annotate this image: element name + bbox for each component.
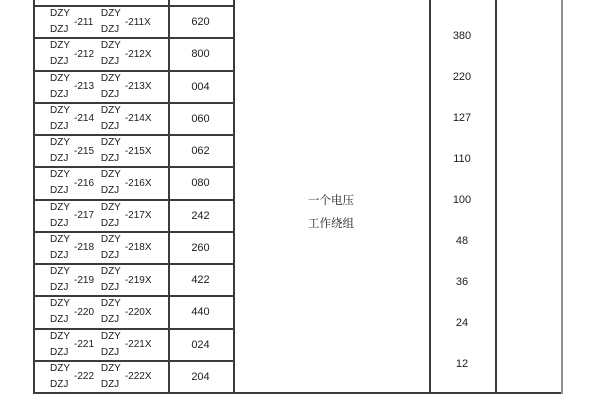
model-type-top: DZY (100, 330, 121, 342)
model-type-top: DZY (100, 169, 121, 181)
model-code-x: -213X (124, 81, 152, 93)
model-type-top: DZY (50, 266, 70, 278)
value-cell: 260 (191, 241, 210, 254)
model-type-stack (101, 332, 125, 358)
model-type-bottom: DZJ (50, 120, 69, 132)
value-cell: 080 (191, 177, 210, 190)
table-row (33, 168, 233, 200)
table-row (33, 104, 233, 136)
model-type-bottom: DZJ (100, 378, 120, 390)
model-type-top: DZY (100, 266, 121, 278)
model-type-bottom: DZJ (100, 314, 120, 326)
model-code-x: -221X (124, 339, 152, 351)
model-type-bottom: DZJ (50, 88, 69, 100)
voltage-value: 100 (452, 194, 472, 206)
model-type-bottom: DZJ (50, 346, 69, 358)
value-cell: 242 (191, 209, 210, 222)
model-code: -217 (73, 210, 94, 222)
model-cell (33, 297, 168, 327)
table-row (33, 233, 233, 265)
spec-table (33, 0, 563, 400)
model-type-top: DZY (50, 40, 70, 52)
model-type-bottom: DZJ (50, 378, 69, 390)
model-code-x: -215X (124, 145, 152, 157)
model-type-stack (50, 299, 74, 325)
table-row (33, 7, 233, 39)
model-code-x: -220X (124, 306, 152, 318)
model-code-x: -212X (124, 48, 152, 60)
table-border-bottom (33, 392, 563, 394)
voltage-column (429, 0, 495, 392)
model-cell (33, 362, 168, 392)
model-type-bottom: DZJ (100, 185, 120, 197)
table-row (33, 39, 233, 71)
model-type-bottom: DZJ (100, 249, 120, 261)
model-type-stack (50, 267, 74, 293)
table-border-top-partial (33, 5, 235, 7)
model-type-bottom: DZJ (100, 346, 120, 358)
value-cell: 004 (191, 80, 210, 93)
model-cell (33, 39, 168, 69)
model-type-top: DZY (50, 201, 70, 213)
model-type-bottom: DZJ (50, 314, 69, 326)
model-type-stack (101, 235, 125, 261)
model-type-stack (50, 138, 74, 164)
model-cell (33, 168, 168, 198)
model-type-stack (50, 9, 74, 35)
model-code-x: -222X (124, 371, 152, 383)
table-border-vertical-model-value (168, 0, 170, 394)
model-code: -214 (73, 113, 94, 125)
model-type-stack (50, 203, 74, 229)
table-row (33, 330, 233, 362)
winding-label-line2: 工作绕组 (308, 218, 354, 230)
model-type-bottom: DZJ (50, 249, 69, 261)
value-cell: 060 (191, 112, 210, 125)
model-type-bottom: DZJ (50, 24, 69, 36)
model-type-top: DZY (100, 362, 121, 374)
model-type-stack (50, 235, 74, 261)
model-type-stack (50, 332, 74, 358)
model-code: -216 (73, 177, 94, 189)
model-type-bottom: DZJ (50, 217, 69, 229)
model-type-top: DZY (50, 330, 70, 342)
model-type-stack (101, 170, 125, 196)
winding-label (308, 190, 354, 236)
model-type-top: DZY (100, 298, 121, 310)
model-code: -213 (73, 81, 94, 93)
model-cell (33, 104, 168, 134)
model-code: -215 (73, 145, 94, 157)
table-row (33, 297, 233, 329)
value-cell: 062 (191, 145, 210, 158)
model-type-bottom: DZJ (50, 282, 69, 294)
model-cell (33, 201, 168, 231)
voltage-value: 24 (455, 317, 469, 329)
model-type-top: DZY (100, 40, 121, 52)
model-code-x: -217X (124, 210, 152, 222)
voltage-value: 36 (455, 276, 469, 288)
model-type-bottom: DZJ (100, 217, 120, 229)
model-type-stack (101, 106, 125, 132)
model-type-top: DZY (100, 201, 121, 213)
model-cell (33, 72, 168, 102)
voltage-value: 12 (455, 358, 469, 370)
table-row (33, 362, 233, 392)
model-type-top: DZY (50, 362, 70, 374)
table-row (33, 136, 233, 168)
table-border-vertical-left (33, 0, 35, 394)
model-type-top: DZY (100, 233, 121, 245)
model-type-stack (50, 74, 74, 100)
model-code: -212 (73, 48, 94, 60)
winding-label-line1: 一个电压 (308, 195, 354, 207)
table-row (33, 72, 233, 104)
value-cell: 024 (191, 338, 210, 351)
model-cell (33, 7, 168, 37)
table-border-vertical-winding-voltage (429, 0, 431, 394)
model-type-top: DZY (50, 298, 70, 310)
model-code: -211 (73, 16, 94, 28)
model-type-stack (101, 74, 125, 100)
model-type-bottom: DZJ (100, 88, 120, 100)
model-type-bottom: DZJ (100, 56, 120, 68)
model-type-top: DZY (100, 137, 121, 149)
model-type-bottom: DZJ (50, 56, 69, 68)
model-cell (33, 136, 168, 166)
value-cell: 204 (191, 370, 210, 383)
value-cell: 422 (191, 274, 210, 287)
voltage-value: 48 (455, 235, 469, 247)
table-border-vertical-right (561, 0, 563, 394)
model-type-stack (50, 41, 74, 67)
model-cell (33, 330, 168, 360)
model-cell (33, 265, 168, 295)
model-type-stack (101, 299, 125, 325)
value-cell: 800 (191, 48, 210, 61)
model-type-top: DZY (100, 104, 121, 116)
table-row (33, 201, 233, 233)
model-type-top: DZY (50, 8, 70, 20)
model-code-x: -219X (124, 274, 152, 286)
model-type-stack (101, 364, 125, 390)
model-type-stack (101, 267, 125, 293)
model-type-bottom: DZJ (50, 153, 69, 165)
model-type-stack (50, 364, 74, 390)
voltage-value: 127 (452, 112, 472, 124)
model-code: -222 (73, 371, 94, 383)
model-code-x: -216X (124, 177, 152, 189)
table-row (33, 265, 233, 297)
model-type-top: DZY (50, 104, 70, 116)
model-type-stack (101, 9, 125, 35)
model-type-top: DZY (50, 72, 70, 84)
value-cell: 620 (191, 16, 210, 29)
model-type-top: DZY (50, 137, 70, 149)
model-type-bottom: DZJ (100, 282, 120, 294)
voltage-value: 110 (453, 153, 471, 165)
model-type-stack (101, 203, 125, 229)
model-cell (33, 233, 168, 263)
model-type-top: DZY (50, 169, 70, 181)
voltage-value: 220 (452, 71, 472, 83)
model-type-stack (50, 106, 74, 132)
value-cell: 440 (191, 306, 210, 319)
model-code: -220 (73, 306, 94, 318)
table-border-vertical-voltage-empty (495, 0, 497, 394)
model-type-bottom: DZJ (50, 185, 69, 197)
model-type-stack (101, 138, 125, 164)
model-type-stack (50, 170, 74, 196)
model-code: -219 (73, 274, 94, 286)
model-code-x: -211X (124, 16, 151, 28)
model-code: -221 (73, 339, 94, 351)
table-border-vertical-value-winding (233, 0, 235, 394)
model-type-top: DZY (100, 72, 121, 84)
model-type-top: DZY (50, 233, 70, 245)
model-rows (33, 7, 233, 392)
voltage-value: 380 (452, 30, 472, 42)
model-type-stack (101, 41, 125, 67)
model-type-bottom: DZJ (100, 24, 120, 36)
model-type-bottom: DZJ (100, 120, 120, 132)
model-type-top: DZY (100, 8, 121, 20)
model-type-bottom: DZJ (100, 153, 120, 165)
model-code: -218 (73, 242, 94, 254)
model-code-x: -218X (124, 242, 152, 254)
model-code-x: -214X (124, 113, 152, 125)
